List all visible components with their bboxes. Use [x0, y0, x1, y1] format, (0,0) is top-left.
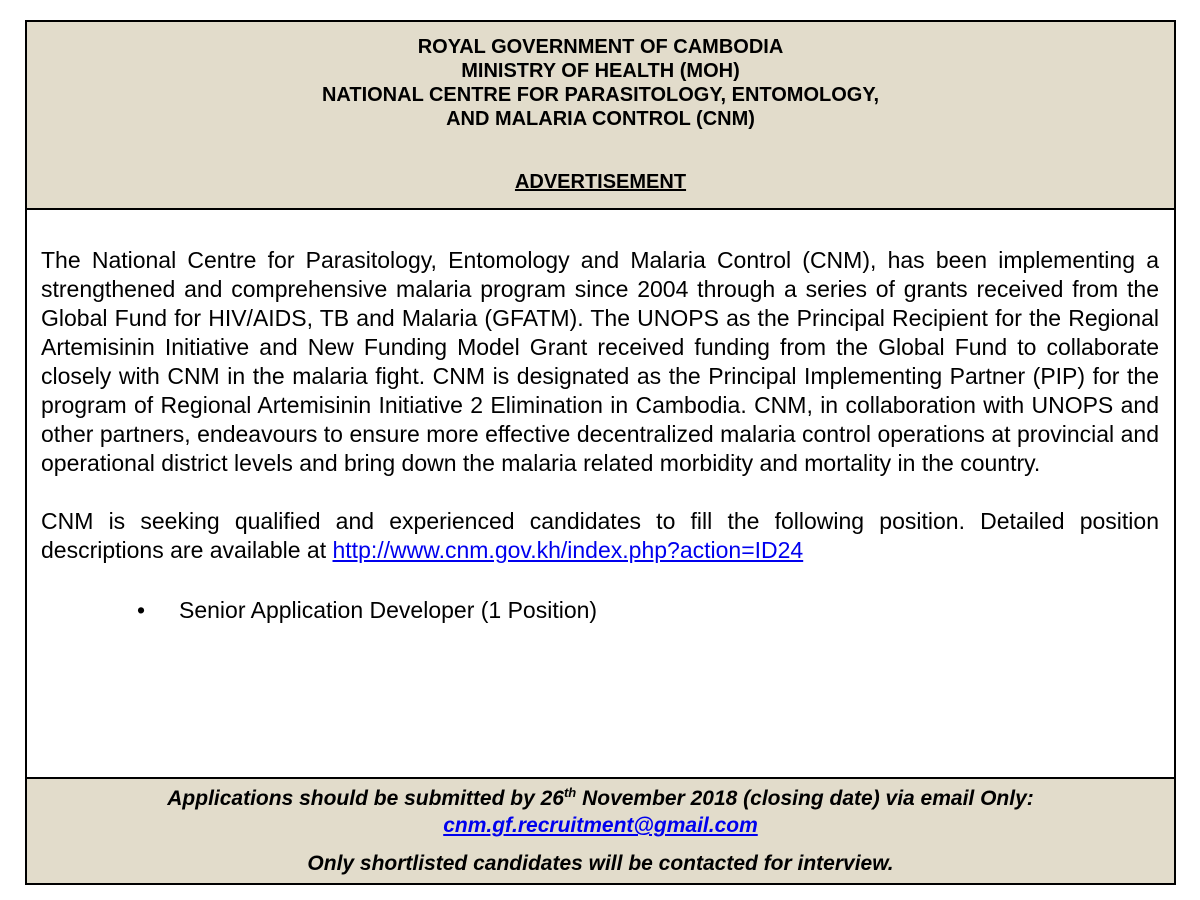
header-banner [27, 22, 1174, 210]
recruitment-email-link[interactable]: cnm.gf.recruitment@gmail.com [443, 814, 758, 837]
advertisement-frame [25, 20, 1176, 885]
advertisement-title: ADVERTISEMENT [514, 171, 687, 193]
shortlist-note: Only shortlisted candidates will be contacted for interview. [307, 852, 894, 875]
submission-deadline [27, 779, 1174, 813]
position-title: Senior Application Developer (1 Position) [179, 597, 598, 623]
intro-paragraph: The National Centre for Parasitology, Entomology and Malaria Control (CNM), has been implementing a strengthened and comprehensive malaria program since 2004 through a series of grants received from the Global Fund for HIV/AIDS, TB and Malaria (GFATM). The UNOPS as the Principal Recipient for the Regional Artemisinin Initiative and New Funding Model Grant received funding from the Global Fund to collaborate closely with CNM in the malaria fight. CNM is designated as the Principal Implementing Partner (PIP) for the program of Regional Artemisinin Initiative 2 Elimination in Cambodia. CNM, in collaboration with UNOPS and other partners, endeavours to ensure more effective decentralized malaria control operations at provincial and operational district levels and bring down the malaria related morbidity and mortality in the country. [41, 247, 1159, 476]
vacancy-paragraph [41, 507, 1159, 565]
organization-heading [27, 22, 1174, 131]
heading-centre-line1: NATIONAL CENTRE FOR PARASITOLOGY, ENTOMOLOGY, [321, 84, 880, 106]
heading-centre-line2: AND MALARIA CONTROL (CNM) [446, 108, 755, 130]
heading-government: ROYAL GOVERNMENT OF CAMBODIA [417, 36, 784, 58]
positions-list [137, 596, 1159, 625]
deadline-text-end: November 2018 (closing date) via email Only: [576, 787, 1034, 810]
deadline-ordinal: th [563, 785, 577, 800]
vacancy-text: CNM is seeking qualified and experienced candidates to fill the following position. Detailed position descriptions are available at [41, 508, 1159, 563]
deadline-text-start: Applications should be submitted by 26 [167, 787, 564, 810]
advertisement-body [41, 246, 1159, 625]
list-item [137, 596, 1159, 625]
footer-banner [27, 777, 1174, 883]
bullet-icon: • [137, 597, 146, 623]
position-descriptions-link[interactable]: http://www.cnm.gov.kh/index.php?action=ID24 [332, 537, 804, 563]
heading-ministry: MINISTRY OF HEALTH (MOH) [461, 60, 740, 82]
